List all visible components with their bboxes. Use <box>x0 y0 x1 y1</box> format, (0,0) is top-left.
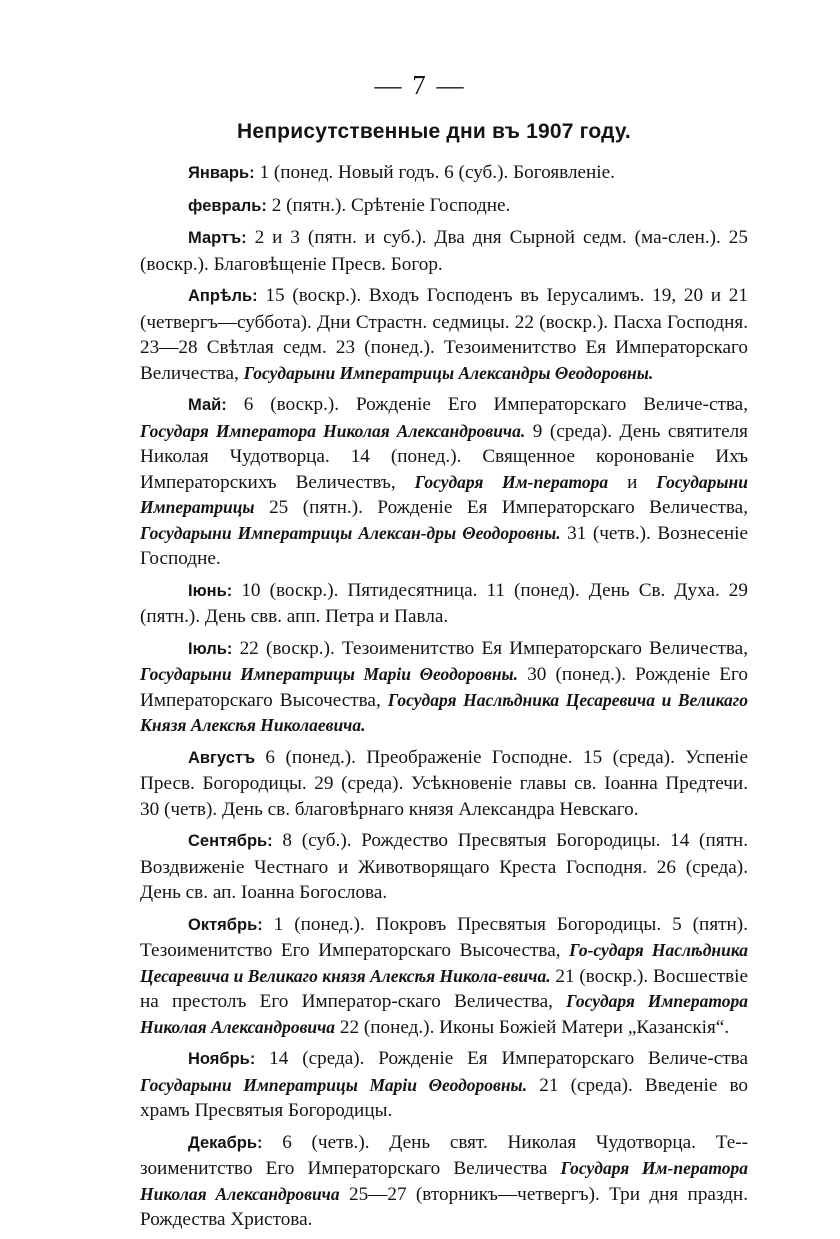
holiday-text: 21 (воскр.). Восшествіе на престолъ Его Император-скаго Величества, <box>140 965 748 1012</box>
holiday-text: 31 (четв.). Вознесеніе Господне. <box>140 522 748 569</box>
holiday-text: 15 (воскр.). Входъ Господенъ въ Іерусалимъ. 19, 20 и 21 (четвергъ—суббота). Дни Страстн. седмицы. 22 (воскр.). Пасха Господня. 23—28 Свѣтлая седм. 23 (понед.). Тезоименитство Ея Императорскаго Величества, <box>140 285 748 384</box>
royal-name-text: Государя Наслѣдника Цесаревича и Великаго Князя Алексѣя Николаевича. <box>140 689 748 735</box>
holiday-text: 6 (воскр.). Рожденіе Его Императорскаго Величе-ства, <box>226 394 748 415</box>
royal-name-text: Государыни Императрицы Маріи Θеодоровны. <box>140 1074 528 1095</box>
month-label: Мартъ: <box>188 229 247 247</box>
royal-name-text: Государыни Императрицы Маріи Θеодоровны. <box>140 664 519 684</box>
royal-name-text: Государя Императора Николая Александровича. <box>140 420 526 441</box>
holiday-text: 30 (понед.). Рожденіе Его Императорскаго Высочества, <box>140 664 748 711</box>
page-title: Неприсутственные дни въ 1907 году. <box>237 120 631 143</box>
month-entry <box>140 745 748 823</box>
holiday-text: 21 (среда). Введеніе во храмъ Пресвятыя Богородицы. <box>140 1074 748 1121</box>
holiday-text: 14 (среда). Рожденіе Ея Императорскаго Величе-ства <box>255 1048 748 1069</box>
page-number: — 7 — <box>374 70 466 100</box>
month-entry <box>140 160 748 187</box>
month-label: Январь: <box>188 164 255 182</box>
month-entry <box>140 225 748 277</box>
month-label: Августъ <box>188 748 255 767</box>
month-entry <box>140 828 748 906</box>
month-label: Ноябрь: <box>188 1050 256 1068</box>
royal-name-text: Государя Им-ператора <box>414 471 609 492</box>
month-label: февраль: <box>188 196 267 215</box>
month-label: Декабрь: <box>188 1133 263 1152</box>
month-label: Іюнь: <box>188 581 233 600</box>
month-label: Сентябрь: <box>188 832 273 850</box>
holiday-text: 8 (суб.). Рождество Пресвятыя Богородицы. 14 (пятн. Воздвиженіе Честнаго и Животворящаго Креста Господня. 26 (среда). День св. ап. Іоанна Богослова. <box>140 830 748 903</box>
month-label: Октябрь: <box>188 915 263 934</box>
month-entry <box>140 392 748 572</box>
holiday-text: 2 и 3 (пятн. и суб.). Два дня Сырной седм. (ма-слен.). 25 (воскр.). Благовѣщеніе Пресв. Богор. <box>140 227 748 275</box>
month-entry <box>140 283 748 386</box>
month-entry <box>140 578 748 630</box>
holiday-text: 6 (понед.). Преображеніе Господне. 15 (среда). Успеніе Пресв. Богородицы. 29 (среда). Усѣкновеніе главы св. Іоанна Предтечи. 30 (четв). День св. благовѣрнаго князя Александра Невскаго. <box>140 746 748 820</box>
month-entry <box>140 1046 748 1124</box>
holiday-text: и <box>608 471 657 493</box>
holiday-text: 1 (понед.). Покровъ Пресвятыя Богородицы. 5 (пятн). Тезоименитство Его Императорскаго Высочества, <box>140 913 748 961</box>
holiday-text: 22 (воскр.). Тезоименитство Ея Императорскаго Величества, <box>232 637 748 659</box>
royal-name-text: Го-сударя Наслѣдника Цесаревича и Великаго князя Алексѣя Никола-евича. <box>140 940 749 986</box>
royal-name-text: Государя Императора Николая Александровича <box>140 991 748 1037</box>
holiday-text: 6 (четв.). День свят. Николая Чудотворца. Те-зоименитство Его Императорскаго Величества <box>140 1131 748 1179</box>
royal-name-text: Государя Им-ператора Николая Александровича <box>140 1158 748 1204</box>
month-entry <box>140 636 748 739</box>
holiday-text: 22 (понед.). Иконы Божіей Матери „Казанскія“. <box>335 1016 730 1038</box>
holiday-list <box>140 160 748 1239</box>
holiday-text: 2 (пятн.). Срѣтеніе Господне. <box>266 194 511 216</box>
month-entry <box>140 193 748 220</box>
holiday-text: 1 (понед. Новый годъ. 6 (суб.). Богоявленіе. <box>254 162 615 183</box>
month-label: Май: <box>188 396 227 414</box>
royal-name-text: Государыни Императрицы Алексан-дры Θеодоровны. <box>140 522 561 543</box>
month-label: Апрѣль: <box>188 287 258 305</box>
royal-name-text: Государыни Императрицы <box>140 471 748 517</box>
royal-name-text: Государыни Императрицы Александры Θеодоровны. <box>243 362 654 383</box>
holiday-text: 25—27 (вторникъ—четвергъ). Три дня праздн. Рождества Христова. <box>140 1183 748 1230</box>
holiday-text: 10 (воскр.). Пятидесятница. 11 (понед). День Св. Духа. 29 (пятн.). День свв. апп. Петра и Павла. <box>140 579 748 627</box>
holiday-text: 25 (пятн.). Рожденіе Ея Императорскаго Величества, <box>254 497 748 518</box>
month-entry <box>140 1130 748 1233</box>
month-label: Іюль: <box>188 639 233 658</box>
holiday-text: 9 (среда). День святителя Николая Чудотворца. 14 (понед.). Священное коронованіе Ихъ Императорскихъ Величествъ, <box>140 420 748 493</box>
month-entry <box>140 912 748 1041</box>
